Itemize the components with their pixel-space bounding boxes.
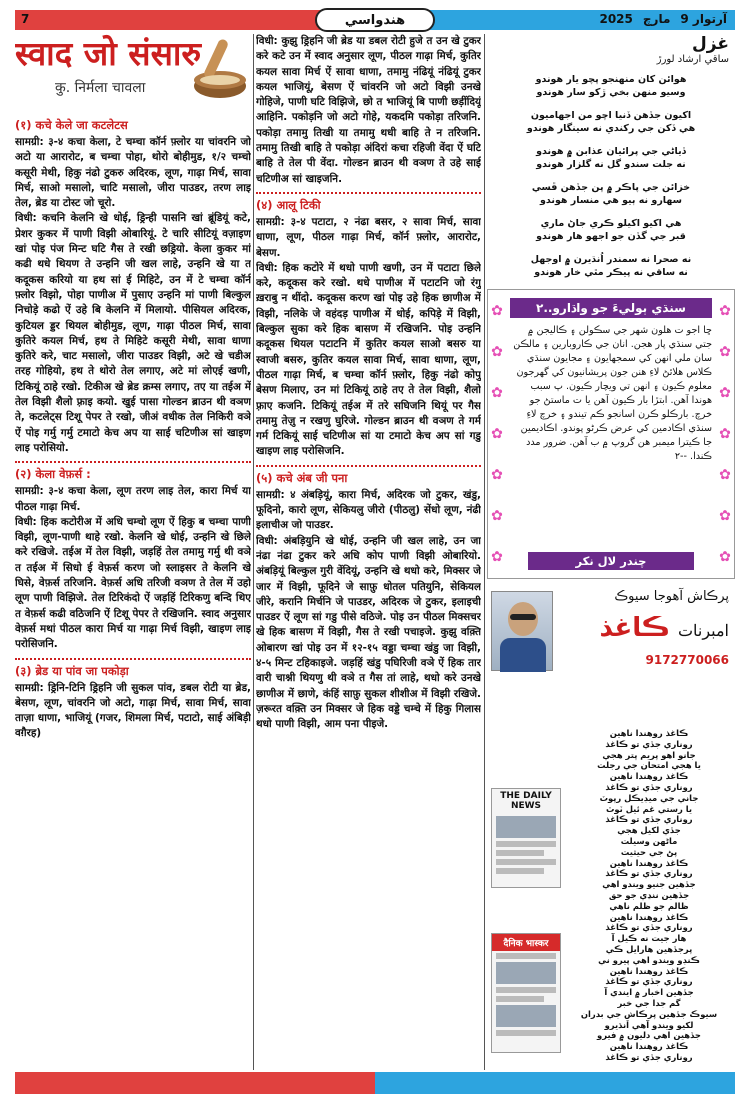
recipe-3-method [256, 34, 481, 187]
method-label: विधी: [15, 212, 37, 225]
couplet-line: هي اکيو اکيلو ڪري جاڻ ماري [540, 218, 682, 229]
poem-line: روناري جڏي تو ڪاغذ [605, 868, 693, 879]
banner-blue-segment [375, 1072, 735, 1094]
date-day: آرتوار 9 [680, 12, 727, 26]
poem-line: پرجڏهين هارايل ڪي [605, 943, 693, 954]
couplet-line: وسيو منهن بخي ڙکو سار هوندو [536, 87, 686, 98]
flower-icon: ✿ [491, 384, 503, 401]
poem-line: ڪاغذ روهندا ناهين [609, 911, 689, 922]
recipe-5-heading: (५) कचे अंब जी पना [256, 470, 348, 485]
ghazal-author: ساقي ارشاد لورڙ [656, 54, 729, 65]
date-month: مارچ [642, 12, 671, 26]
newspaper-illustration [491, 933, 561, 1053]
poem-line: لکيو ويندو آهي اَنڌيرو [604, 1019, 694, 1030]
newspaper-text-line [496, 868, 544, 874]
flower-icon: ✿ [491, 343, 503, 360]
newspaper-text-line [496, 841, 556, 847]
flower-icon: ✿ [491, 302, 503, 319]
flower-icon: ✿ [719, 302, 731, 319]
recipes-masthead [15, 34, 251, 114]
poem-line: روناري جڏي تو ڪاغذ [605, 1051, 693, 1062]
recipes-title: स्वाद जो संसारु [15, 34, 202, 73]
method-label: विधी: [256, 534, 278, 547]
recipe-2-method-text: हिक कटोरीअ में अधि चम्चो लूण ऐं हिकु ब चम्चा पाणी विझी, लूण-पाणी थाहे रखो. केलनि खे धोई, उन्हनि खे छिले करे रखिजे. तईअ में तेल विझी, जड़हिं तेल तमामु गर्मु थी वञे त तईअ में सिधो ई वेफ़र्स करण जो स्लाइसर ते केलनि खे घिसे, वेफ़र्स तरिजनि. वेफ़र्स अधि तरिजी वञण ते तेल में उहो लूण पाणी विझिजे. तेल टिरिकंदो ऐं जड़हिं टिरिकणु बन्दि थिए त वेफ़र्स कढी वठिजनि ऐं टिशू पेपर ते रखिजनि. स्वाद अनुसार वेफ़र्स मथां पीठल कारा मिर्च या गाढ़ा मिर्च विझी, खाइण लाइ परोसिजनि. [15, 515, 251, 651]
recipe-5-method-text: अंबड़ियुनि खे धोई, उन्हनि जी खल लाहे, उन जा नंढा नंढा टुकर करे अधि कोप पाणी विझी ओबारियो. अंबड़ियूं बिल्कुल गुरी वेंदियूं, उन्हनि खे थधो करे, मिक्सर जे जार में विझी, फूदिने जे साफ़ु धोतल पतियुनि, सेकियल जीरे, करानि मिर्चनि जे पाउडर, अदिरक जे टुकर, इलाइची पाउडर ऐं लूण सां गडु पीसे वठिजे. पोइ उन पीठल मिक्सचर खे हिक बासण में विझी, गैस ते रखी पचाइजे. कुझु वक़्ति ओबारण खां पोइ उन में १२-१५ वड्डा चम्चा खंडु जा विझी, ४-५ मिन्ट टहिकाइजे. जड़हिं खंडु पघिरिजी वञे ऐं हिक तार वारी चाश्नी थियणु थी वञे त गैस तां लाहे, थधो करे उनखे छाणीअ में छाणे, कंहिं साफ़ु सुकल शीशीअ में विझी रखिजे. ज़रूरत वक़्ति उन मिक्सर जे हिक वड्डे चम्चे में हिकु गिलास थधो पाणी विझी, आम पना पीइजे. [256, 534, 481, 731]
ghazal-title: غزل [692, 34, 729, 54]
poem-line: ماڻهن وسيلت [620, 835, 678, 846]
poem-line: روناري جڏي تو ڪاغذ [605, 976, 693, 987]
newspaper-masthead-text: THE DAILY NEWS [500, 791, 552, 811]
flower-border-right [716, 290, 734, 578]
poem-line: هار جيت نه ڪيل آ [611, 933, 687, 944]
poem-box [487, 289, 735, 579]
flower-icon: ✿ [719, 384, 731, 401]
poem-line: سيوڪ جڏهين پرڪاش جي بدران [580, 1008, 718, 1019]
recipe-4-ingredients [256, 215, 481, 261]
newspaper-masthead-text: दैनिक भास्कर [492, 934, 560, 951]
couplet-line: نه صحرا نه سمندر اُنڌيرن ۾ اوجهل [530, 254, 692, 265]
newspaper-text-line [496, 953, 556, 959]
newspaper-illustration [491, 788, 561, 888]
ingredients-label: सामग्री: [15, 681, 44, 694]
poem-line: روناري جڏي تو ڪاغذ [605, 814, 693, 825]
recipe-2-ingredients-text: ३-४ कचा केला, लूण तरण लाइ तेल, कारा मिर्च या पीठल गाढ़ा मिर्च. [15, 485, 251, 513]
recipe-2-method [15, 515, 251, 653]
poem-line: جڏهين اخبار ۾ ايندي آ [604, 987, 694, 998]
issue-date [599, 12, 727, 26]
ingredients-label: सामग्री: [15, 485, 44, 498]
recipes-column-middle [256, 34, 481, 1066]
newspaper-masthead: هندواسي [315, 8, 435, 32]
mortar-pestle-illustration [191, 36, 249, 102]
newspaper-photo [496, 1005, 556, 1027]
poem-line: جڏهين ننڍي جو حق [608, 889, 690, 900]
recipe-4-ingredients-text: ३-४ पटाटा, २ नंढा बसर, २ सावा मिर्च, सावा धाणा, लूण, पीठल गाढ़ा मिर्च, कॉर्न फ़्लोर, आरारोट, बेसण. [256, 215, 481, 259]
poem-line: ڪاغذ روهندا ناهين [609, 965, 689, 976]
publisher-phone: 9172770066 [645, 653, 729, 667]
column-divider [253, 34, 254, 1070]
recipe-1-heading: (१) कचे केले जा कटलेटस [15, 118, 128, 132]
poem-line: ڪاغذ روهندا ناهين [609, 1041, 689, 1052]
newspaper-text-line [496, 987, 556, 993]
poem-line: روناري جڏي تو ڪاغذ [605, 922, 693, 933]
recipe-3-ingredients-text: ड्रिनि-टिनि ड्रिहनि जी सुकल पांव, डबल रोटी या ब्रेड, बेसण, लूण, चांवरनि जो अटो, गाढ़ा मिर्च, सावा मिर्च, सावा ताज़ा धाणा, भाजियूं (गजर, शिमला मिर्च, पटाटो, साई अंबिड़ी वग़ैरह) [15, 681, 251, 740]
photo-glasses [510, 614, 536, 620]
recipe-5-ingredients [256, 488, 481, 534]
newspaper-photo [496, 816, 556, 838]
recipe-4-method-text: हिक कटोरे में थधो पाणी खणी, उन में पटाटा छिले करे, कदूकस करे रखो. थधे पाणीअ में पटाटनि जो रंगु ख़राबु न थींदो. कदूकस करण खां पोइ उहे हिक छाणीअ में विझी, नलिके जे वहंदड़ पाणीअ में धोई, कपिड़े में विझी, बिल्कुल सुका करे हिक बासण में रखिजनि. पोइ उन्हनि कदूकस थियल पटाटनि में कुतिर कयल साओ बसरु या स्वाजी बसरु, कुतिर कयल सावा मिर्च, सावा धाणा, लूण, पीठल गाढ़ा मिर्च, ब चम्चा कॉर्न फ़्लोर, हिकु नंढो कोपु बेसण मिलाए, उन मां टिकियूं ठाहे तए ते तेल विझी, शैलो फ़्राए कजनि. टिकियूं तईअ में तरे सघिजनि थियूं पर गैस तमामु तेज़ु न रखणु घुरिजे. गोल्डन ब्राउन थी वञण ते गर्म गर्म टिकियूं साई चटिणीअ सां या टमाटो केच अप सां गडु खाइण लाइ परोसिजनि. [256, 261, 481, 458]
flower-icon: ✿ [719, 549, 731, 566]
ghazal-couplet [487, 181, 735, 207]
recipe-1-ingredients-text: ३-४ कचा केला, टे चम्चा कॉर्न फ़्लोर या चांवरनि जो अटो या आरारोट, ब चम्चा पोहा, थोरो बोहीमुड, १/२ चम्चो कसूरी मेथी, हिकु नंढो टुकरु अदिरक, लूण, गाढ़ा मिर्च, सावा मिर्च, साओ मसालो, चाटि मसालो, जीरा पाउडर, तरण लाइ तेल, ब्रेड या टोस्ट जो चूरो. [15, 136, 251, 210]
recipe-2-heading: (२) केला वेफ़र्स : [15, 467, 91, 482]
poem-line: جڏهين جنيو ويندو اهي [602, 879, 696, 890]
poem-line: ظالم جو ظلم ناهي [609, 900, 689, 911]
photo-shirt [500, 638, 546, 672]
brand-kaghaz: ڪاغذ [599, 613, 670, 643]
ingredients-label: सामग्री: [256, 215, 285, 228]
couplet-line: هي ڏکن جي رکندي نه سينگار هوندو [526, 123, 696, 134]
recipe-5-ingredients-text: ४ अंबड़ियूं, कारा मिर्च, अदिरक जो टुकर, खंडु, फूदिनो, कारो लूण, सेकियलु जीरो (पीठलु) सेंधो लूण, नंढी इलाचीअ जो पाउडर. [256, 488, 481, 532]
section-divider [256, 192, 481, 194]
ghazal-couplet [487, 253, 735, 279]
newspaper-text-line [496, 996, 544, 1002]
flower-icon: ✿ [719, 508, 731, 525]
poem-line: جانو اهو پريم پتر هجي [602, 749, 696, 760]
poem-title: سنڌي ٻوليءَ جو واڌارو..٢ [510, 298, 712, 318]
recipe-5-method [256, 534, 481, 733]
date-year: 2025 [599, 12, 633, 26]
poem-line: جڏي لکيل هجي [617, 825, 681, 836]
poem-line: يا هجي امتحان جي رجلت [597, 760, 701, 771]
couplet-line: نه ساقي نه پيڪر مٿي خار هوندو [534, 267, 688, 278]
flower-icon: ✿ [491, 467, 503, 484]
flower-icon: ✿ [491, 549, 503, 566]
couplet-line: خزائن جي پاڪر ۾ پن جڏهن ڦسي [531, 182, 691, 193]
recipe-4-heading: (४) आलू टिकी [256, 197, 321, 212]
page-number: 7 [21, 12, 30, 26]
flower-icon: ✿ [719, 425, 731, 442]
couplet-line: قبر جي گڏن جو اجهو هار هوندو [536, 231, 686, 242]
couplet-line: ڏياڻي جي پرائيان عذابن ۾ هوندو [536, 146, 686, 157]
newspaper-text-line [496, 850, 544, 856]
poem-line: جاني جي ميڊيڪل رپوٽ [599, 792, 699, 803]
kaghaz-poem [487, 728, 735, 1068]
flower-icon: ✿ [491, 508, 503, 525]
publisher-photo [491, 591, 553, 671]
ingredients-label: सामग्री: [256, 488, 285, 501]
poem-line: ڪاغذ روهندا ناهين [609, 728, 689, 738]
newspaper-photo [496, 962, 556, 984]
ghazal-couplet [487, 73, 735, 99]
bottom-banner [15, 1072, 735, 1094]
poem-line: پڻ جي حيثيت [620, 846, 678, 857]
poem-line: ڪاغذ روهندا ناهين [609, 857, 689, 868]
ghazal-couplet [487, 217, 735, 243]
recipe-3-method-text: कुझु ड्रिहनि जी ब्रेड या डबल रोटी हुजे त उन खे टुकर करे कटे उन में स्वाद अनुसार लूण, पीठल गाढ़ा मिर्च, कुतिर कयल सावा मिर्च ऐं सावा धाणा, तमामु नंढियूं नंढियूं टुकर कयल भाजियूं, बेसण ऐं चांवरनि जो अटो विझी उनखे गोहिजे, पाणी घटि विझिजे, छो त भाजियूं बि पाणी छड़ींदियूं आहिनि. पकोड़नि जो अटो गोहे, यकदमि पकोड़ा तरिजनि. पकोड़ा तमामु तिखी या तमामु थधी बाहि ते न तरिजनि. तमामु तिखी बाहि ते पकोड़ा अंदिरां कचा रहिजी वेंदा ऐं घटि बाहि ते तेल पी वेंदा. गोल्डन ब्राउन थी वञण ते उहे साई चटिणीअ सां खाइजनि. [256, 35, 481, 185]
recipe-1-ingredients [15, 135, 251, 211]
section-divider [256, 465, 481, 467]
publisher-block [487, 587, 735, 697]
flower-icon: ✿ [719, 467, 731, 484]
brand-ambernath: امبرنات [677, 621, 729, 640]
method-label: विधी: [15, 515, 37, 528]
flower-icon: ✿ [719, 343, 731, 360]
poem-body: ڇا اجو ت هلون شهر جي سڪولن ۽ ڪاليجن ۾ جتي سنڌي پار هجن. انان جي ڪاروبارين ۽ مالڪن سان ملي انهن کي سمجهايون ۽ مجايون سنڌي ڪلاس هلائڻ لاءِ هنن جون پريشانيون کي گهرجون معلوم ڪيون ۽ انهن تي ويچار ڪيون. پ سبب هوندا آهن. ابتڙا بار ڪيون آهن يا ت ماستڻ جو خرچ. بارڪلو ڪرن اسانجو ڪم تيندو ۽ خرچ لاءِ سنڌي اڪادمين کي عرض ڪرڻو پوندو. اڪاديمين جا ڪيترا ميمبر هن گروپ ۾ ب آهن. ضرور مدد ڪندا. --٢ [513, 325, 712, 462]
ghazal-couplet [487, 109, 735, 135]
poem-signature: چندر لال نکر [528, 552, 694, 570]
poem-line: روناري جڏي تو ڪاغذ [605, 781, 693, 792]
top-banner [15, 10, 735, 30]
recipe-2-ingredients [15, 484, 251, 515]
couplet-line: سهارو نه ٻيو هي منسار هوندو [540, 195, 682, 206]
poem-line: ڪاغذ روهندا ناهين [609, 771, 689, 782]
newspaper-text-line [496, 1030, 556, 1036]
poem-line: ڪنڊو ويندو اهي پيرو ني [598, 954, 700, 965]
method-label: विधी: [256, 35, 278, 47]
poem-line: جڏهين اهي دليون ۾ فيرو [597, 1030, 701, 1041]
recipe-1-method-text: कचनि केलनि खे धोई, ड्रिन्ही पासनि खां ब्रूंडियूं कटे, प्रेशर कुकर में पाणी विझी ओबारियूं. टे चारि सीटियूं वज़ाइण खां पोइ पंज मिन्ट घटि गैस ते रखी छड्रियो. केला कुकर मां कढी थधे थियण ते उन्हनि जी खल लाहे, उन्हनि खे या त कदूकस करियो या हथ सां ई मिहिटे, उन में टे चम्चा कॉर्न फ़्लोर विझो, पोहा पाणीअ में पुसाए उन्हनि मां पाणी बिल्कुल निचोड़े कढो ऐं उहे बि केलनि में मिलायो. पीसियल अदिरक, कुटियल ड्डर थियल बोहीमुड, लूण, गाढ़ा पीठल मिर्च, सावा कुतिरे कयल मिर्च, हथ ते मिहिटे कसूरी मेथी, सावा धाणा कुतिरे करे, चाट मसालो, जीरा पाउडर विझी, अटे खे चडीअ तरह गोहियो, हथ ते थोरो तेल लगाए, अटे मां लोएई खणी, टिकियूं ठाहे रखो. टिकीअ खे ब्रेड क्रम्स लगाए, तए या तईअ में तेल विझी शैलो फ़्राइ कयो. खुई पासा गोल्डन ब्राउन थी वञण ते, कटलेट्स टिशू पेपर ते रखो, जीअं वधीक तेल निकिरी वञे ऐं पोइ गर्मु गर्मु टमाटो केच अप या साई चटिणीअ सां खाइण लाइ परोसियो. [15, 212, 251, 454]
couplet-line: نه جلت سندو گل نه گلزار هوندو [536, 159, 686, 170]
poem-line: روناري جڏي تو ڪاغذ [605, 738, 693, 749]
banner-red-segment [15, 1072, 375, 1094]
column-divider [484, 34, 485, 1070]
ghazal-couplet [487, 145, 735, 171]
section-divider [15, 461, 251, 463]
poem-line: گم جدا جي خبر [617, 997, 681, 1008]
recipes-author: कु. निर्मला चावला [55, 80, 146, 96]
recipe-1-method [15, 211, 251, 456]
couplet-line: هوائن کان منهنجو پچو يار هوندو [535, 74, 687, 85]
newspaper-text-line [496, 859, 556, 865]
flower-icon: ✿ [491, 425, 503, 442]
recipe-3-heading: (३) ब्रेड या पांव जा पकोड़ा [15, 663, 129, 678]
recipes-column-left [15, 34, 251, 1066]
publisher-name: پرڪاش آهوجا سيوڪ [614, 589, 729, 604]
couplet-line: اکيون جڏهن ڏنيا اچو من اجهاميون [530, 110, 692, 121]
section-divider [15, 658, 251, 660]
recipe-4-method [256, 261, 481, 460]
recipe-3-ingredients [15, 681, 251, 742]
poem-line: يا رستي غم ئيل ٽوٽ [605, 803, 693, 814]
method-label: विधी: [256, 261, 278, 274]
flower-border-left [488, 290, 506, 578]
kaghaz-poem-lines [569, 728, 729, 1063]
ingredients-label: सामग्री: [15, 136, 44, 148]
publisher-brand [599, 613, 729, 643]
